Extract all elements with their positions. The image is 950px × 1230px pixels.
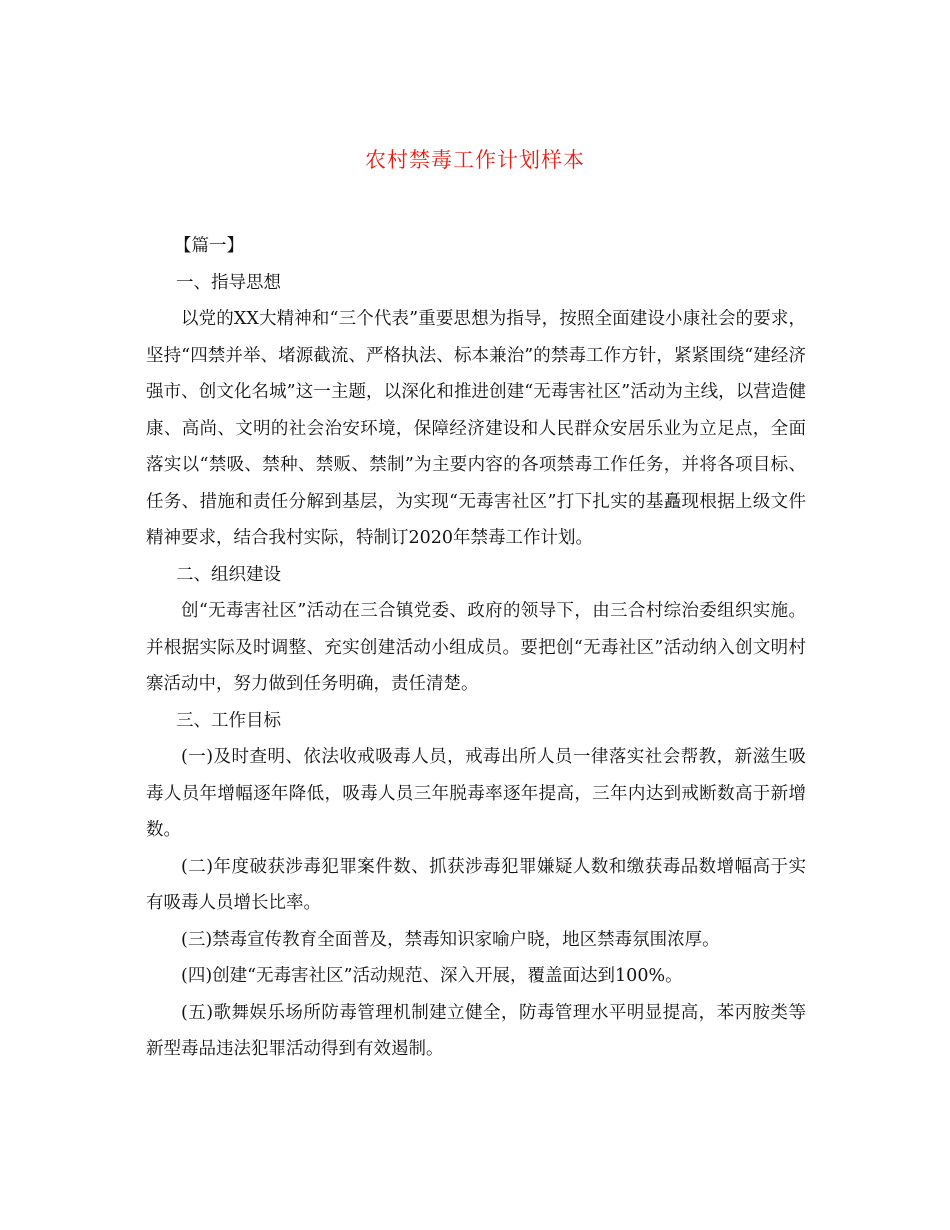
goal-item-5: (五)歌舞娱乐场所防毒管理机制建立健全，防毒管理水平明显提高，苯丙胺类等新型毒品违法犯罪活动得到有效遏制。 — [146, 1002, 806, 1059]
paragraph-guiding-ideology: 以党的XX大精神和“三个代表”重要思想为指导，按照全面建设小康社会的要求，坚持“四禁并举、堵源截流、严格执法、标本兼治”的禁毒工作方针，紧紧围绕“建经济强市、创文化名城”这一主题，以深化和推进创建“无毒害社区”活动为主线，以营造健康、高尚、文明的社会治安环境，保障经济建设和人民群众安居乐业为立足点，全面落实以“禁吸、禁种、禁贩、禁制”为主要内容的各项禁毒工作任务，并将各项目标、任务、措施和责任分解到基层，为实现“无毒害社区”打下扎实的基矗现根据上级文件精神要求，结合我村实际，特制订2020年禁毒工作计划。 — [146, 309, 806, 548]
goal-item-1: (一)及时查明、依法收戒吸毒人员，戒毒出所人员一律落实社会帮教，新滋生吸毒人员年增幅逐年降低，吸毒人员三年脱毒率逐年提高，三年内达到戒断数高于新增数。 — [146, 747, 806, 840]
part-label: 【篇一】 — [174, 236, 244, 256]
section-heading-guiding-ideology: 一、指导思想 — [176, 272, 281, 293]
document-title: 农村禁毒工作计划样本 — [365, 148, 585, 172]
paragraph-organization: 创“无毒害社区”活动在三合镇党委、政府的领导下，由三合村综治委组织实施。并根据实际及时调整、充实创建活动小组成员。要把创“无毒社区”活动纳入创文明村寨活动中，努力做到任务明确，责任清楚。 — [146, 601, 806, 694]
goal-item-3: (三)禁毒宣传教育全面普及，禁毒知识家喻户晓，地区禁毒氛围浓厚。 — [181, 929, 720, 950]
section-heading-work-goals: 三、工作目标 — [176, 710, 281, 731]
document-body — [146, 228, 806, 1068]
section-heading-organization: 二、组织建设 — [176, 564, 281, 585]
goal-item-2: (二)年度破获涉毒犯罪案件数、抓获涉毒犯罪嫌疑人数和缴获毒品数增幅高于实有吸毒人员增长比率。 — [146, 856, 806, 913]
goal-item-4: (四)创建“无毒害社区”活动规范、深入开展，覆盖面达到100%。 — [181, 966, 683, 986]
